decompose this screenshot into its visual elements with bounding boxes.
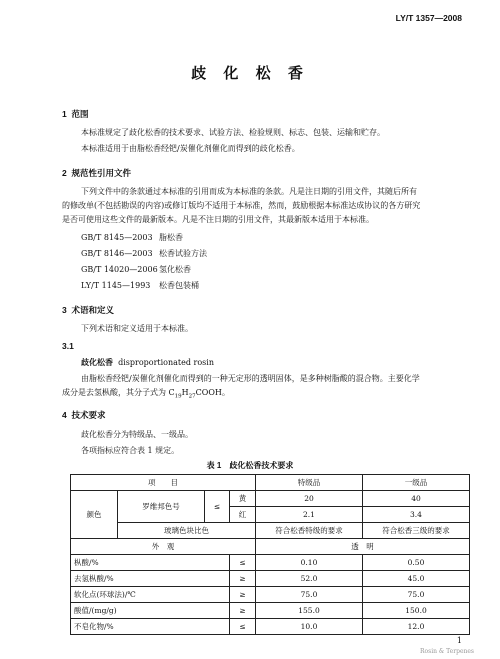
subsection-number: 3.1	[62, 341, 74, 351]
row-special: 52.0	[256, 571, 363, 587]
definition-text: COOH。	[195, 388, 230, 397]
reference-item	[81, 280, 199, 291]
spec-table	[70, 474, 470, 635]
red-label: 红	[230, 507, 256, 523]
row-special: 155.0	[256, 603, 363, 619]
color-label: 颜色	[71, 491, 118, 539]
section-number: 4	[62, 410, 67, 420]
header-first: 一级品	[363, 475, 470, 491]
glass-first: 符合松香三级的要求	[363, 523, 470, 539]
header-special: 特级品	[256, 475, 363, 491]
header-item: 项 目	[71, 475, 256, 491]
row-name: 不皂化物/%	[71, 619, 230, 635]
section-1-heading	[62, 108, 88, 120]
table-row	[71, 555, 470, 571]
definition-line: 由脂松香经钯/炭催化剂催化而得到的一种无定形的透明固体，是多种树脂酸的混合物。主要化学	[81, 374, 420, 383]
definition-text: H	[181, 388, 189, 397]
glass-special: 符合松香特级的要求	[256, 523, 363, 539]
table-row	[71, 603, 470, 619]
row-name: 酸值/(mg/g)	[71, 603, 230, 619]
reference-name: 氢化松香	[159, 265, 191, 274]
header-code: LY/T 1357—2008	[395, 13, 462, 23]
reference-item	[81, 264, 191, 275]
row-sign: ≥	[230, 603, 256, 619]
row-sign: ≥	[230, 587, 256, 603]
paragraph: 歧化松香分为特级品、一级品。	[81, 430, 193, 439]
section-number: 1	[62, 109, 67, 119]
table-caption: 表 1 歧化松香技术要求	[206, 461, 294, 470]
paragraph-line: 是否可使用这些文件的最新版本。凡是不注日期的引用文件，其最新版本适用于本标准。	[62, 215, 374, 224]
reference-name: 松香包装桶	[159, 281, 199, 290]
subscript: 19	[174, 393, 182, 400]
section-3-heading	[62, 304, 114, 316]
reference-name: 松香试验方法	[159, 249, 207, 258]
reference-code: LY/T 1145—1993	[81, 281, 151, 290]
row-special: 10.0	[256, 619, 363, 635]
row-first: 45.0	[363, 571, 470, 587]
row-first: 12.0	[363, 619, 470, 635]
row-name: 软化点(环球法)/℃	[71, 587, 230, 603]
table-row	[71, 571, 470, 587]
paragraph: 本标准规定了歧化松香的技术要求、试验方法、检验规则、标志、包装、运输和贮存。	[81, 128, 385, 137]
section-number: 3	[62, 305, 67, 315]
subscript: 27	[188, 393, 196, 400]
row-name: 枞酸/%	[71, 555, 230, 571]
row-first: 75.0	[363, 587, 470, 603]
yellow-special: 20	[256, 491, 363, 507]
watermark: Rosin & Terpenes	[420, 648, 474, 655]
table-row	[71, 619, 470, 635]
term-en: disproportionated rosin	[118, 358, 214, 367]
reference-code: GB/T 14020—2006	[81, 265, 158, 274]
reference-code: GB/T 8146—2003	[81, 249, 153, 258]
reference-name: 脂松香	[159, 233, 183, 242]
row-special: 0.10	[256, 555, 363, 571]
section-title: 规范性引用文件	[71, 168, 131, 178]
section-4-heading	[62, 409, 105, 421]
paragraph-line: 的修改单(不包括勘误的内容)或修订版均不适用于本标准，然而，鼓励根据本标准达成协议的各方研究	[62, 201, 421, 210]
glass-label: 玻璃色块比色	[118, 523, 256, 539]
reference-item	[81, 248, 207, 259]
le-sign: ≤	[205, 491, 230, 523]
row-sign: ≤	[230, 555, 256, 571]
definition-line	[62, 386, 230, 404]
paragraph-line: 下列文件中的条款通过本标准的引用而成为本标准的条款。凡是注日期的引用文件，其随后所有	[81, 187, 417, 196]
table-row	[71, 539, 470, 555]
row-sign: ≤	[230, 619, 256, 635]
yellow-first: 40	[363, 491, 470, 507]
section-2-heading	[62, 167, 131, 179]
appearance-value: 透 明	[256, 539, 470, 555]
row-first: 0.50	[363, 555, 470, 571]
section-number: 2	[62, 168, 67, 178]
reference-item	[81, 232, 183, 243]
table-row	[71, 523, 470, 539]
row-sign: ≥	[230, 571, 256, 587]
table-header-row	[71, 475, 470, 491]
term-zh: 歧化松香	[81, 358, 113, 367]
row-special: 75.0	[256, 587, 363, 603]
yellow-label: 黄	[230, 491, 256, 507]
term	[81, 356, 214, 369]
red-special: 2.1	[256, 507, 363, 523]
table-row	[71, 491, 470, 507]
section-title: 技术要求	[71, 410, 106, 420]
reference-code: GB/T 8145—2003	[81, 233, 153, 242]
definition-text: 成分是去氢枞酸，其分子式为 C	[62, 388, 175, 397]
paragraph: 下列术语和定义适用于本标准。	[81, 324, 193, 333]
section-title: 术语和定义	[71, 305, 114, 315]
row-name: 去氢枞酸/%	[71, 571, 230, 587]
page-title: 歧 化 松 香	[191, 64, 309, 82]
paragraph: 本标准适用于由脂松香经钯/炭催化剂催化而得到的歧化松香。	[81, 144, 300, 153]
red-first: 3.4	[363, 507, 470, 523]
page-number: 1	[456, 636, 462, 645]
lovibond-label: 罗维邦色号	[118, 491, 205, 523]
section-title: 范围	[71, 109, 89, 119]
paragraph: 各项指标应符合表 1 规定。	[81, 446, 180, 455]
appearance-label: 外 观	[71, 539, 256, 555]
row-first: 150.0	[363, 603, 470, 619]
table-row	[71, 587, 470, 603]
